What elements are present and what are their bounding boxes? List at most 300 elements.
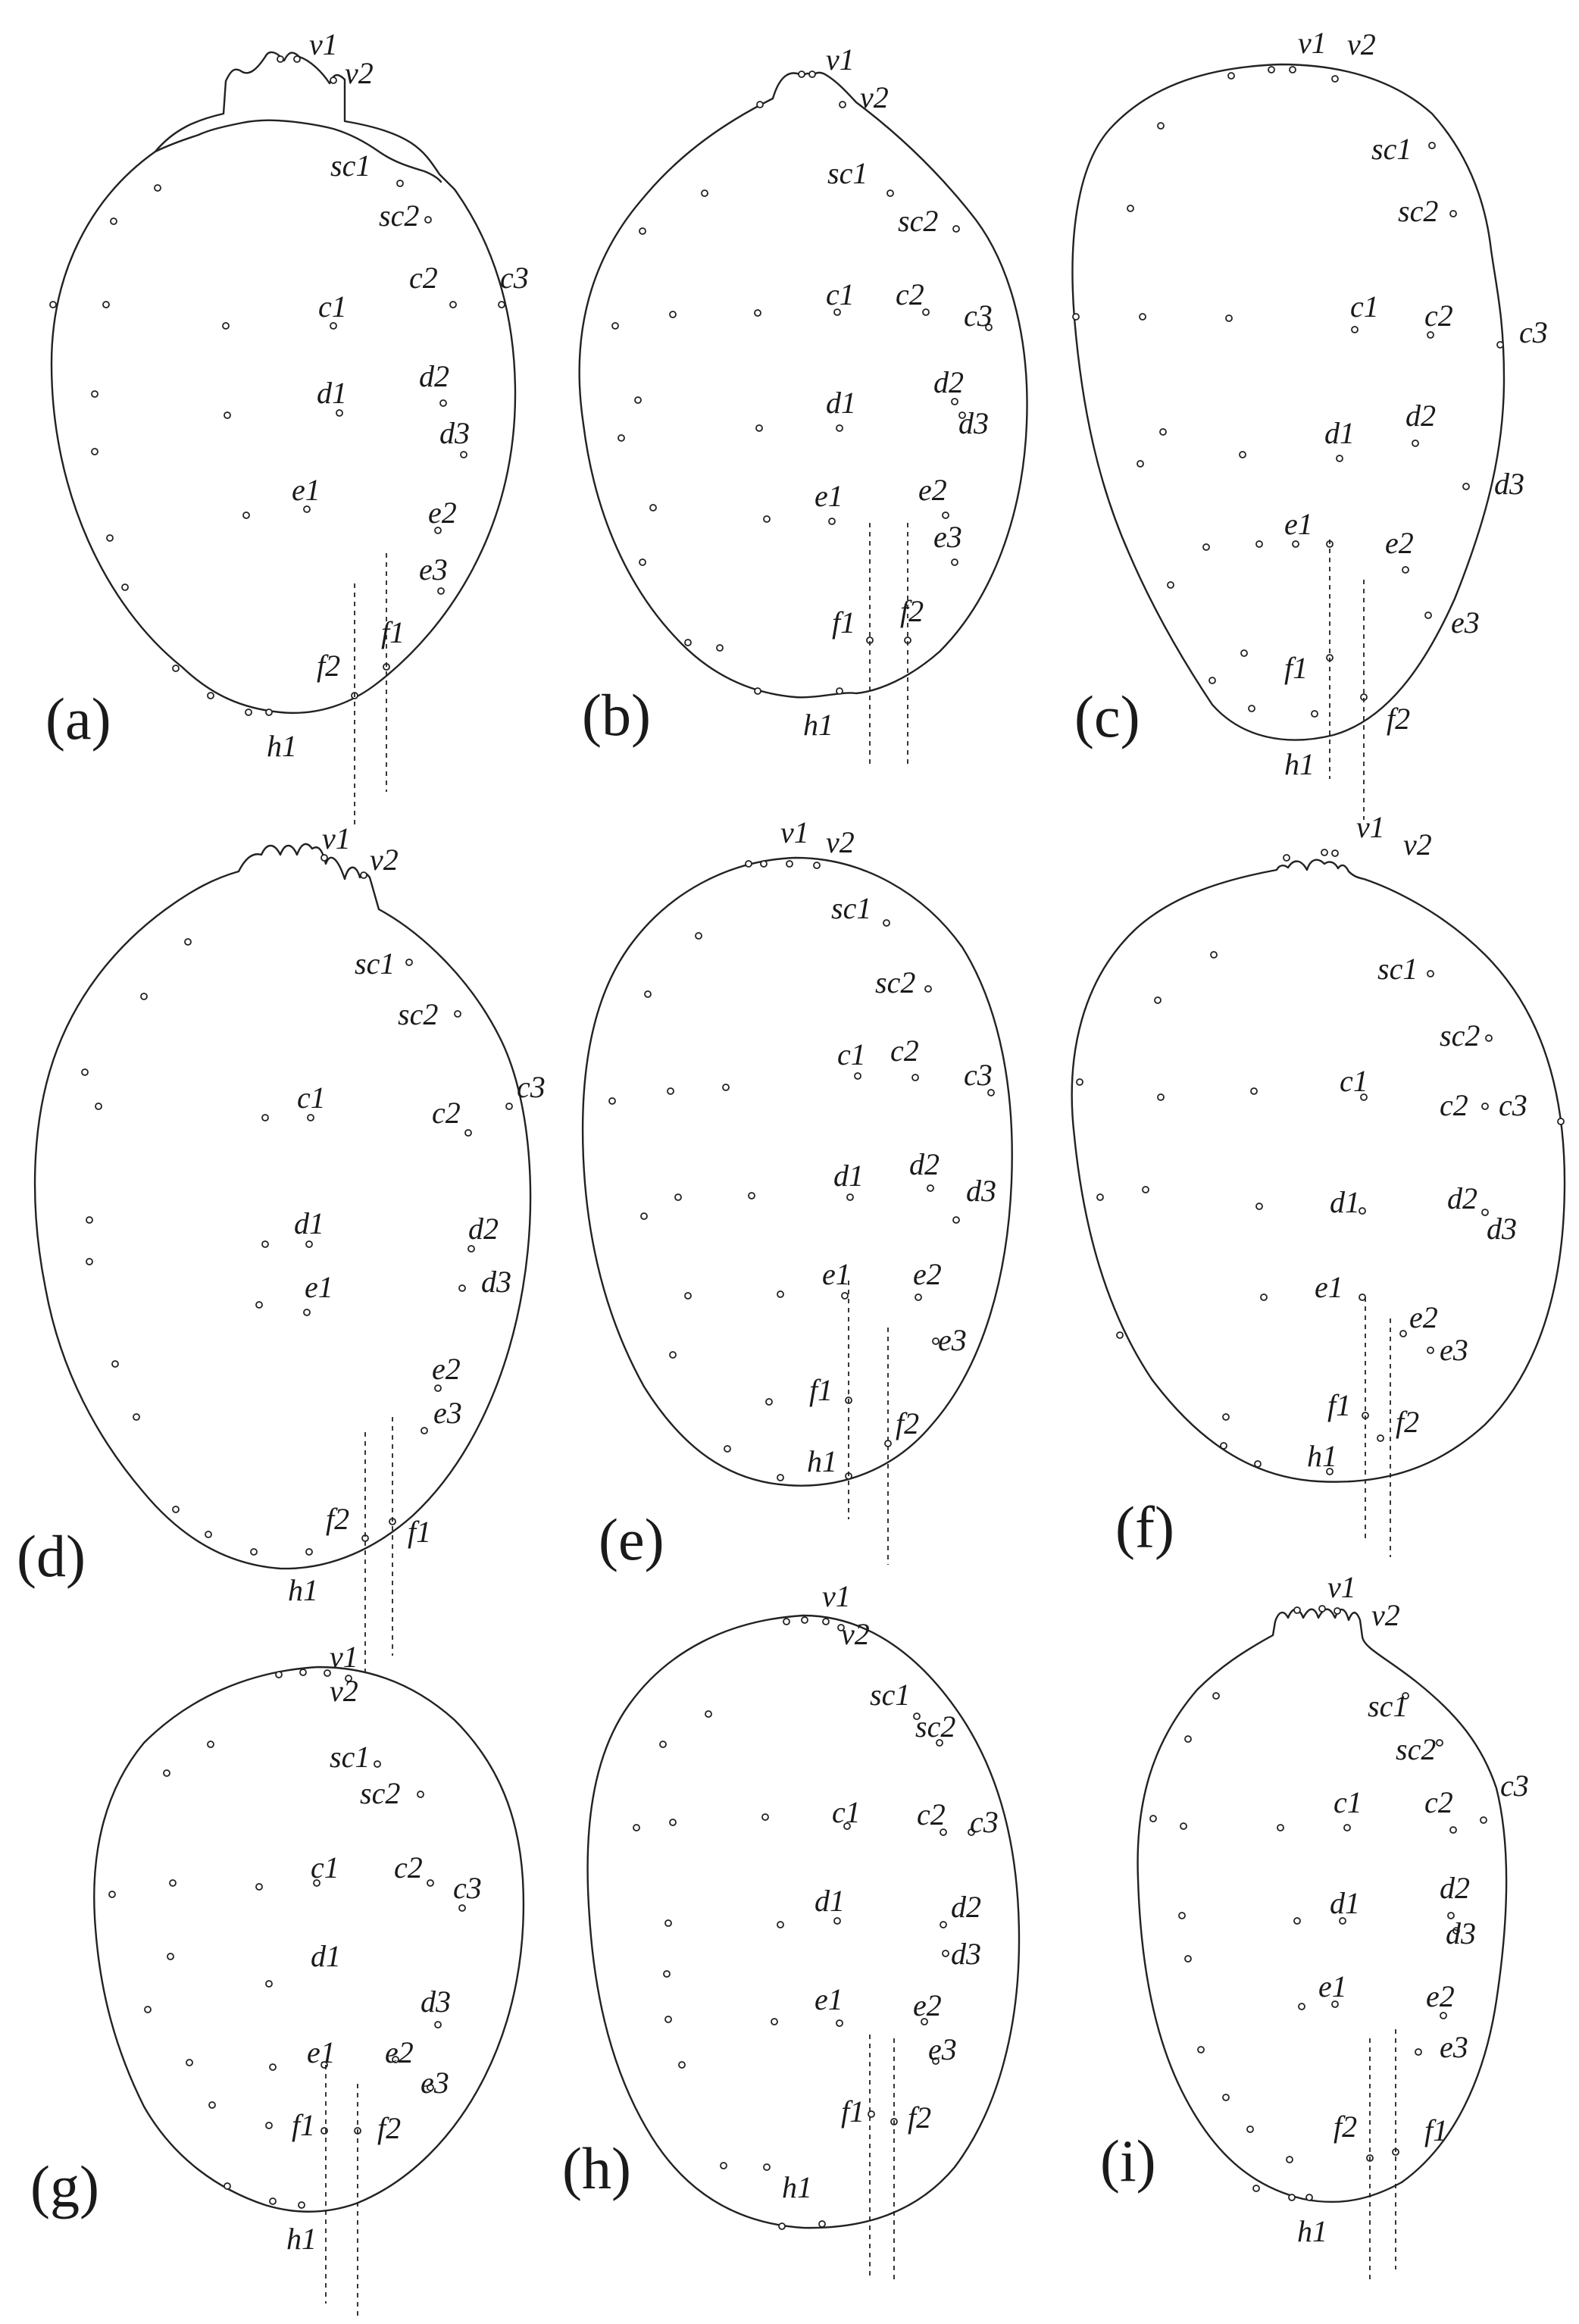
seta-label-e2: e2: [913, 1257, 942, 1291]
seta-dot: [1168, 582, 1174, 588]
seta-label-f1: f1: [292, 2108, 316, 2142]
seta-dot: [1256, 541, 1262, 547]
seta-label-f2: f2: [908, 2100, 932, 2135]
seta-dot: [665, 1920, 671, 1926]
seta-dot: [1377, 1435, 1384, 1441]
seta-dot: [224, 412, 230, 418]
seta-dot: [1097, 1194, 1103, 1200]
seta-label-d1: d1: [815, 1884, 845, 1918]
seta-dot: [799, 71, 805, 77]
seta-label-d3: d3: [481, 1265, 511, 1299]
seta-dot: [855, 1073, 861, 1079]
seta-dot: [1344, 1825, 1350, 1831]
seta-dot: [270, 2064, 276, 2070]
seta-dot: [639, 559, 646, 565]
seta-dot: [82, 1069, 88, 1075]
seta-label-sc1: sc1: [355, 946, 396, 981]
seta-dot: [650, 505, 656, 511]
seta-dot: [834, 1918, 840, 1924]
seta-label-sc1: sc1: [827, 156, 868, 190]
seta-label-c3: c3: [970, 1805, 999, 1839]
seta-dot: [953, 1217, 959, 1223]
seta-dot: [1160, 429, 1166, 435]
seta-label-e2: e2: [913, 1988, 942, 2022]
seta-label-sc1: sc1: [870, 1678, 911, 1712]
seta-label-d2: d2: [1440, 1871, 1470, 1905]
seta-label-e2: e2: [1426, 1979, 1455, 2013]
seta-label-v2: v2: [345, 56, 374, 90]
seta-dot: [757, 102, 763, 108]
seta-dot: [1228, 73, 1234, 79]
seta-dot: [1427, 332, 1434, 338]
seta-dot: [724, 1446, 730, 1452]
seta-dot: [1427, 1347, 1434, 1353]
seta-dot: [633, 1825, 639, 1831]
seta-label-h1: h1: [807, 1444, 837, 1478]
seta-dot: [777, 1475, 783, 1481]
seta-label-sc1: sc1: [1368, 1689, 1409, 1723]
seta-label-h1: h1: [1307, 1439, 1337, 1473]
seta-dot: [294, 56, 300, 62]
seta-label-c1: c1: [832, 1795, 861, 1829]
seta-label-c2: c2: [890, 1034, 919, 1068]
seta-label-c1: c1: [311, 1850, 339, 1885]
seta-dot: [1247, 2126, 1253, 2132]
seta-dot: [1337, 455, 1343, 461]
seta-label-e3: e3: [928, 2032, 957, 2066]
seta-label-f2: f2: [317, 649, 341, 683]
seta-label-f1: f1: [1327, 1388, 1352, 1422]
seta-label-e3: e3: [938, 1323, 967, 1357]
seta-dot: [840, 102, 846, 108]
seta-dot: [330, 77, 336, 83]
panel-label: (d): [17, 1523, 86, 1589]
seta-dot: [245, 709, 252, 715]
seta-label-v1: v1: [780, 815, 809, 849]
seta-dot: [842, 1293, 848, 1299]
seta-label-f1: f1: [381, 615, 405, 649]
seta-label-v2: v2: [860, 80, 889, 114]
seta-dot: [1287, 2157, 1293, 2163]
seta-dot: [164, 1770, 170, 1776]
seta-dot: [276, 1672, 282, 1678]
seta-dot: [1284, 855, 1290, 861]
seta-dot: [1213, 1693, 1219, 1699]
seta-label-d3: d3: [1494, 467, 1524, 501]
seta-dot: [1223, 1414, 1229, 1420]
seta-label-d3: d3: [439, 416, 470, 450]
seta-label-d1: d1: [1330, 1886, 1360, 1920]
seta-label-e1: e1: [1318, 1969, 1347, 2003]
seta-label-d3: d3: [1487, 1212, 1517, 1246]
seta-dot: [330, 323, 336, 329]
seta-dot: [609, 1098, 615, 1104]
seta-label-v1: v1: [822, 1579, 851, 1613]
seta-dot: [1427, 971, 1434, 977]
seta-dot: [829, 518, 835, 524]
seta-dot: [1127, 205, 1133, 211]
seta-label-h1: h1: [1297, 2214, 1327, 2248]
seta-label-d2: d2: [468, 1212, 499, 1246]
seta-dot: [1486, 1035, 1492, 1041]
seta-dot: [468, 1246, 474, 1252]
seta-label-e2: e2: [428, 496, 457, 530]
seta-dot: [814, 862, 820, 868]
seta-dot: [1306, 2194, 1312, 2200]
seta-label-v1: v1: [1298, 26, 1327, 60]
seta-dot: [660, 1741, 666, 1747]
seta-label-e2: e2: [432, 1352, 461, 1386]
seta-dot: [186, 2060, 192, 2066]
panel-label: (f): [1115, 1494, 1174, 1560]
seta-dot: [645, 991, 651, 997]
seta-label-c1: c1: [837, 1037, 866, 1071]
seta-label-sc2: sc2: [915, 1709, 956, 1744]
seta-dot: [746, 861, 752, 867]
seta-dot: [777, 1291, 783, 1297]
seta-dot: [262, 1241, 268, 1247]
seta-label-v1: v1: [322, 821, 351, 855]
seta-label-sc2: sc2: [1396, 1732, 1437, 1766]
seta-dot: [256, 1302, 262, 1308]
seta-label-c3: c3: [964, 1058, 993, 1092]
seta-dot: [1185, 1736, 1191, 1742]
seta-dot: [1255, 1461, 1261, 1467]
seta-dot: [1450, 1827, 1456, 1833]
seta-dot: [455, 1011, 461, 1017]
seta-label-c3: c3: [1500, 1769, 1529, 1803]
seta-dot: [847, 1194, 853, 1200]
panel-label: (i): [1100, 2128, 1156, 2194]
seta-dot: [299, 2202, 305, 2208]
seta-dot: [786, 861, 793, 867]
seta-dot: [1241, 650, 1247, 656]
seta-dot: [1155, 997, 1161, 1003]
seta-dot: [1226, 315, 1232, 321]
seta-dot: [209, 2102, 215, 2108]
seta-dot: [912, 1074, 918, 1081]
seta-dot: [1211, 952, 1217, 958]
seta-label-c3: c3: [453, 1871, 482, 1905]
seta-dot: [321, 855, 327, 861]
seta-label-sc2: sc2: [398, 997, 439, 1031]
seta-dot: [887, 190, 893, 196]
seta-label-e3: e3: [1451, 605, 1480, 640]
seta-label-e1: e1: [1315, 1270, 1343, 1304]
seta-dot: [1158, 1094, 1164, 1100]
seta-dot: [943, 1950, 949, 1956]
seta-label-c2: c2: [409, 261, 438, 295]
seta-label-c3: c3: [517, 1070, 546, 1104]
seta-dot: [868, 2111, 874, 2117]
seta-label-f1: f1: [832, 605, 856, 640]
seta-dot: [819, 2221, 825, 2227]
seta-dot: [167, 1953, 174, 1960]
seta-dot: [641, 1213, 647, 1219]
seta-dot: [1440, 2013, 1446, 2019]
seta-dot: [1256, 1203, 1262, 1209]
seta-label-d1: d1: [317, 376, 347, 410]
seta-dot: [675, 1194, 681, 1200]
seta-dot: [1425, 612, 1431, 618]
seta-dot: [109, 1891, 115, 1897]
seta-dot: [145, 2007, 151, 2013]
seta-dot: [696, 933, 702, 939]
seta-label-d1: d1: [1324, 416, 1355, 450]
seta-label-f2: f2: [1396, 1405, 1420, 1439]
seta-label-f1: f1: [408, 1515, 432, 1549]
seta-label-d1: d1: [294, 1206, 324, 1240]
seta-label-f1: f1: [809, 1373, 833, 1407]
seta-dot: [925, 986, 931, 992]
seta-label-f1: f1: [841, 2094, 865, 2129]
seta-dot: [155, 185, 161, 191]
seta-label-v1: v1: [1327, 1570, 1356, 1604]
seta-dot: [1137, 461, 1143, 467]
seta-label-h1: h1: [288, 1573, 318, 1607]
seta-dot: [86, 1217, 92, 1223]
seta-dot: [1240, 452, 1246, 458]
seta-dot: [417, 1791, 424, 1797]
seta-label-c2: c2: [1424, 1785, 1453, 1819]
seta-dot: [883, 920, 890, 926]
seta-dot: [1321, 849, 1327, 855]
seta-dot: [679, 2062, 685, 2068]
seta-dot: [915, 1294, 921, 1300]
seta-dot: [717, 645, 723, 651]
seta-label-e3: e3: [421, 2066, 449, 2100]
seta-dot: [1158, 123, 1164, 129]
seta-dot: [836, 2020, 843, 2026]
seta-dot: [953, 226, 959, 232]
seta-dot: [639, 228, 646, 234]
seta-dot: [1185, 1956, 1191, 1962]
seta-label-e2: e2: [385, 2035, 414, 2069]
seta-label-c2: c2: [1440, 1088, 1468, 1122]
seta-dot: [336, 410, 342, 416]
seta-label-d2: d2: [951, 1890, 981, 1924]
seta-dot: [618, 435, 624, 441]
seta-dot: [435, 1385, 441, 1391]
seta-dot: [685, 1293, 691, 1299]
seta-dot: [122, 584, 128, 590]
seta-dot: [836, 688, 843, 694]
seta-dot: [406, 959, 412, 965]
seta-dot: [1450, 211, 1456, 217]
seta-dot: [1359, 1294, 1365, 1300]
seta-label-v2: v2: [826, 825, 855, 859]
panel-label: (h): [562, 2135, 631, 2201]
seta-dot: [208, 1741, 214, 1747]
seta-dot: [208, 693, 214, 699]
seta-label-f1: f1: [1284, 651, 1309, 685]
seta-dot: [665, 2016, 671, 2022]
seta-label-c3: c3: [964, 299, 993, 333]
seta-dot: [92, 449, 98, 455]
seta-dot: [107, 535, 113, 541]
seta-dot: [943, 512, 949, 518]
seta-label-d1: d1: [1330, 1185, 1360, 1219]
seta-dot: [1415, 2049, 1421, 2055]
seta-dot: [1261, 1294, 1267, 1300]
seta-dot: [755, 688, 761, 694]
seta-dot: [1558, 1118, 1564, 1124]
seta-dot: [1352, 327, 1358, 333]
seta-dot: [306, 1549, 312, 1555]
seta-dot: [1400, 1331, 1406, 1337]
seta-dot: [450, 302, 456, 308]
seta-label-sc2: sc2: [1440, 1018, 1481, 1053]
seta-dot: [1359, 1208, 1365, 1214]
seta-label-d3: d3: [958, 406, 989, 440]
seta-label-e1: e1: [305, 1270, 333, 1304]
seta-dot: [685, 640, 691, 646]
seta-label-c1: c1: [297, 1081, 326, 1115]
seta-dot: [777, 1922, 783, 1928]
seta-dot: [1198, 2047, 1204, 2053]
seta-dot: [1143, 1187, 1149, 1193]
seta-dot: [670, 311, 676, 317]
seta-label-d1: d1: [833, 1159, 864, 1193]
seta-label-d1: d1: [311, 1939, 341, 1973]
seta-dot: [173, 1506, 179, 1512]
seta-dot: [1140, 314, 1146, 320]
seta-label-c2: c2: [1424, 299, 1453, 333]
seta-dot: [304, 1309, 310, 1315]
seta-label-f2: f2: [377, 2111, 402, 2145]
seta-dot: [1437, 1740, 1443, 1746]
seta-label-f2: f2: [326, 1502, 350, 1536]
seta-dot: [823, 1619, 829, 1625]
seta-label-c1: c1: [318, 289, 347, 324]
seta-dot: [1299, 2003, 1305, 2010]
seta-label-sc1: sc1: [330, 149, 371, 183]
seta-label-e1: e1: [815, 479, 843, 513]
seta-label-e1: e1: [815, 1982, 843, 2016]
seta-label-h1: h1: [267, 729, 297, 763]
seta-label-sc2: sc2: [875, 965, 916, 999]
seta-dot: [612, 323, 618, 329]
seta-dot: [664, 1971, 670, 1977]
seta-dot: [306, 1241, 312, 1247]
seta-dot: [308, 1115, 314, 1121]
seta-dot: [1221, 1443, 1227, 1449]
seta-dot: [1117, 1332, 1123, 1338]
seta-dot: [459, 1905, 465, 1911]
seta-dot: [952, 559, 958, 565]
seta-label-e3: e3: [419, 552, 448, 586]
seta-dot: [1332, 850, 1338, 856]
seta-dot: [762, 1814, 768, 1820]
seta-dot: [1412, 440, 1418, 446]
seta-dot: [223, 323, 229, 329]
seta-label-d3: d3: [966, 1174, 996, 1208]
seta-dot: [506, 1103, 512, 1109]
seta-label-c3: c3: [1499, 1088, 1527, 1122]
seta-label-f2: f2: [1387, 702, 1411, 736]
seta-label-c2: c2: [896, 277, 924, 311]
seta-dot: [1334, 1608, 1340, 1614]
seta-dot: [438, 588, 444, 594]
seta-label-c2: c2: [394, 1850, 423, 1885]
seta-dot: [940, 1922, 946, 1928]
seta-dot: [1077, 1079, 1083, 1085]
seta-dot: [952, 399, 958, 405]
seta-dot: [266, 1981, 272, 1987]
seta-dot: [262, 1115, 268, 1121]
seta-label-d2: d2: [933, 365, 964, 399]
seta-label-v2: v2: [1371, 1598, 1400, 1632]
seta-dot: [1179, 1913, 1185, 1919]
seta-label-sc2: sc2: [379, 199, 420, 233]
seta-dot: [185, 939, 191, 945]
seta-dot: [224, 2183, 230, 2189]
seta-dot: [1253, 2185, 1259, 2191]
seta-dot: [266, 709, 272, 715]
seta-dot: [300, 1669, 306, 1675]
seta-dot: [1429, 142, 1435, 149]
seta-dot: [397, 180, 403, 186]
seta-label-d3: d3: [1446, 1916, 1476, 1950]
seta-dot: [277, 56, 283, 62]
seta-dot: [459, 1285, 465, 1291]
seta-dot: [802, 1617, 808, 1623]
seta-dot: [461, 452, 467, 458]
seta-label-c2: c2: [917, 1797, 946, 1831]
seta-dot: [756, 425, 762, 431]
seta-dot: [670, 1819, 676, 1825]
seta-label-d2: d2: [419, 359, 449, 393]
seta-label-c3: c3: [1519, 315, 1548, 349]
seta-dot: [421, 1428, 427, 1434]
seta-dot: [1223, 2094, 1229, 2100]
seta-label-c1: c1: [1350, 289, 1379, 324]
seta-dot: [270, 2198, 276, 2204]
seta-dot: [1481, 1817, 1487, 1823]
seta-dot: [1150, 1816, 1156, 1822]
seta-dot: [771, 2019, 777, 2025]
panel-label: (e): [599, 1506, 664, 1572]
seta-dot: [766, 1399, 772, 1405]
seta-label-h1: h1: [782, 2170, 812, 2204]
seta-label-e3: e3: [433, 1396, 462, 1430]
seta-dot: [1180, 1823, 1187, 1829]
seta-label-v2: v2: [1403, 827, 1432, 862]
seta-dot: [1293, 541, 1299, 547]
seta-dot: [361, 872, 367, 878]
seta-dot: [670, 1352, 676, 1358]
seta-label-e1: e1: [307, 2035, 336, 2069]
seta-dot: [1290, 67, 1296, 73]
seta-dot: [374, 1761, 380, 1767]
seta-dot: [427, 1880, 433, 1886]
seta-label-h1: h1: [1284, 747, 1315, 781]
seta-dot: [1482, 1103, 1488, 1109]
panel-label: (b): [582, 682, 651, 748]
seta-label-v1: v1: [826, 42, 855, 77]
seta-dot: [435, 2022, 441, 2028]
seta-label-sc2: sc2: [898, 204, 939, 238]
seta-dot: [170, 1880, 176, 1886]
seta-dot: [1332, 76, 1338, 82]
seta-label-v2: v2: [841, 1617, 870, 1651]
seta-label-e2: e2: [918, 473, 947, 507]
seta-label-d2: d2: [1405, 399, 1436, 433]
seta-label-e3: e3: [1440, 1333, 1468, 1367]
seta-dot: [304, 506, 310, 512]
seta-label-e2: e2: [1385, 526, 1414, 560]
seta-label-d2: d2: [1447, 1181, 1477, 1215]
